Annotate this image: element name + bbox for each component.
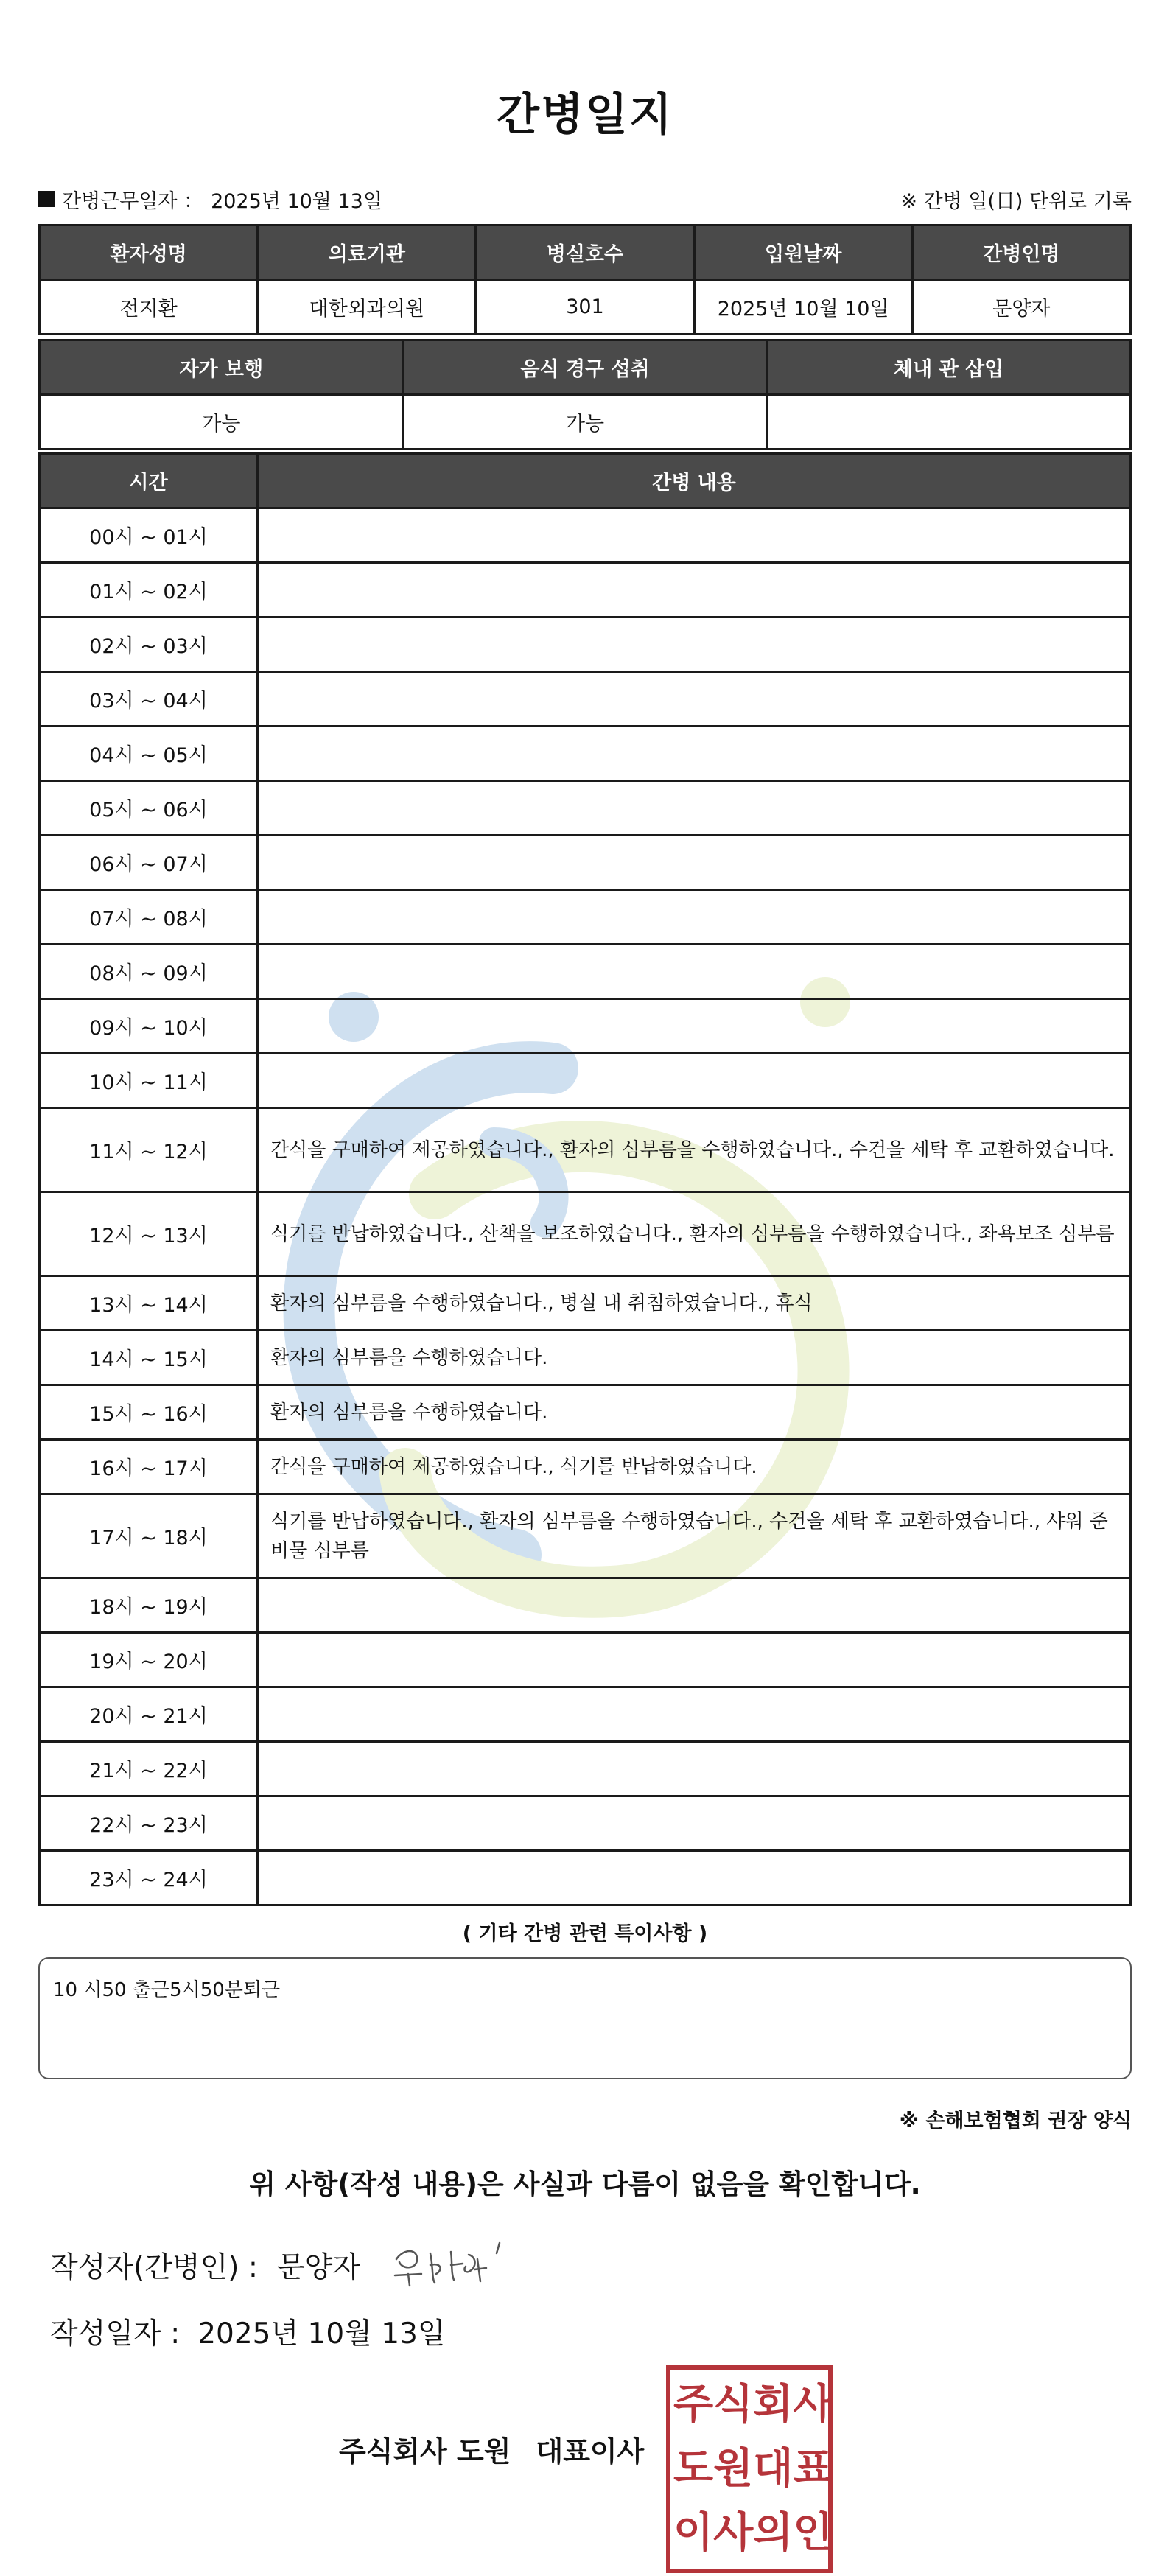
table-row	[40, 672, 1131, 727]
stamp-character: 주	[673, 2380, 714, 2429]
time-slot: 10시 ~ 11시	[40, 1054, 258, 1108]
stamp-character: 대	[753, 2444, 794, 2493]
table-row	[40, 1054, 1131, 1108]
document-title: 간병일지	[497, 89, 673, 141]
time-slot: 01시 ~ 02시	[40, 563, 258, 617]
time-slot: 23시 ~ 24시	[40, 1851, 258, 1905]
table-row	[40, 1276, 1131, 1331]
time-slot: 12시 ~ 13시	[40, 1192, 258, 1276]
table-row	[40, 1331, 1131, 1385]
hospital-name: 대한외과의원	[258, 280, 476, 335]
stamp-character: 사	[713, 2509, 754, 2558]
writer-name: 문양자	[277, 2251, 361, 2284]
table-row	[40, 999, 1131, 1054]
handwritten-signature-icon	[389, 2237, 522, 2296]
patient-name: 전지환	[40, 280, 258, 335]
care-content: 간식을 구매하여 제공하였습니다., 식기를 반납하였습니다.	[258, 1440, 1131, 1494]
table-row	[40, 1742, 1131, 1796]
time-slot: 11시 ~ 12시	[40, 1108, 258, 1192]
company-row	[339, 2429, 644, 2469]
care-content	[258, 1851, 1131, 1905]
care-content: 환자의 심부름을 수행하였습니다.	[258, 1331, 1131, 1385]
care-content	[258, 1633, 1131, 1687]
header-caregiver: 간병인명	[912, 225, 1130, 280]
table-row	[40, 781, 1131, 836]
room-number: 301	[476, 280, 694, 335]
writer-label: 작성자(간병인) :	[50, 2251, 259, 2284]
stamp-character: 도	[673, 2444, 714, 2493]
time-slot: 21시 ~ 22시	[40, 1742, 258, 1796]
table-row	[40, 1440, 1131, 1494]
daily-record-note: ※ 간병 일(日) 단위로 기록	[900, 189, 1132, 213]
stamp-character: 식	[713, 2380, 754, 2429]
care-content	[258, 508, 1131, 563]
care-content: 환자의 심부름을 수행하였습니다.	[258, 1385, 1131, 1440]
header-patient-name: 환자성명	[40, 225, 258, 280]
care-content	[258, 999, 1131, 1054]
stamp-character: 의	[753, 2509, 794, 2558]
meta-row	[38, 183, 1132, 215]
care-content: 환자의 심부름을 수행하였습니다., 병실 내 취침하였습니다., 휴식	[258, 1276, 1131, 1331]
admission-date: 2025년 10월 10일	[694, 280, 912, 335]
stamp-character: 표	[793, 2444, 833, 2493]
time-slot: 00시 ~ 01시	[40, 508, 258, 563]
header-room: 병실호수	[476, 225, 694, 280]
time-slot: 13시 ~ 14시	[40, 1276, 258, 1331]
care-content	[258, 727, 1131, 781]
header-care-content: 간병 내용	[258, 454, 1131, 508]
written-date-value: 2025년 10월 13일	[197, 2317, 446, 2351]
stamp-character: 이	[673, 2509, 714, 2558]
time-slot: 08시 ~ 09시	[40, 945, 258, 999]
stamp-character: 원	[713, 2444, 754, 2493]
caregiver-name: 문양자	[912, 280, 1130, 335]
special-notes-text: 10 시50 출근5시50분퇴근	[53, 1979, 281, 2001]
table-row	[40, 1385, 1131, 1440]
confirmation-statement: 위 사항(작성 내용)은 사실과 다름이 없음을 확인합니다.	[249, 2169, 921, 2200]
work-date-label: 간병근무일자 ：	[62, 189, 204, 213]
care-content	[258, 563, 1131, 617]
care-content	[258, 1054, 1131, 1108]
care-content	[258, 890, 1131, 945]
time-slot: 07시 ~ 08시	[40, 890, 258, 945]
table-row	[40, 617, 1131, 672]
table-row	[40, 1851, 1131, 1905]
table-row	[40, 1796, 1131, 1851]
care-content: 식기를 반납하였습니다., 환자의 심부름을 수행하였습니다., 수건을 세탁 후 교환하였습니다., 샤워 준비물 심부름	[258, 1494, 1131, 1578]
square-bullet-icon	[38, 191, 55, 207]
header-tube: 체내 관 삽입	[767, 340, 1131, 395]
patient-info-table	[38, 224, 1132, 335]
walking-status: 가능	[40, 395, 404, 449]
time-slot: 22시 ~ 23시	[40, 1796, 258, 1851]
special-notes-title: ( 기타 간병 관련 특이사항 )	[462, 1922, 708, 1945]
table-row	[40, 1108, 1131, 1192]
care-content	[258, 836, 1131, 890]
time-slot: 15시 ~ 16시	[40, 1385, 258, 1440]
care-content	[258, 781, 1131, 836]
time-slot: 20시 ~ 21시	[40, 1687, 258, 1742]
care-content: 간식을 구매하여 제공하였습니다., 환자의 심부름을 수행하였습니다., 수건을 세탁 후 교환하였습니다.	[258, 1108, 1131, 1192]
oral-intake-status: 가능	[403, 395, 767, 449]
special-notes-box	[38, 1957, 1132, 2079]
care-content	[258, 1742, 1131, 1796]
stamp-character: 회	[753, 2380, 794, 2429]
table-row	[40, 1494, 1131, 1578]
time-slot: 03시 ~ 04시	[40, 672, 258, 727]
care-content	[258, 1687, 1131, 1742]
time-slot: 19시 ~ 20시	[40, 1633, 258, 1687]
header-oral-intake: 음식 경구 섭취	[403, 340, 767, 395]
care-log-table	[38, 452, 1132, 1906]
care-content	[258, 617, 1131, 672]
form-source-note: ※ 손해보험협회 권장 양식	[899, 2110, 1132, 2132]
time-slot: 02시 ~ 03시	[40, 617, 258, 672]
care-content: 식기를 반납하였습니다., 산책을 보조하였습니다., 환자의 심부름을 수행하였습니다., 좌욕보조 심부름	[258, 1192, 1131, 1276]
care-content	[258, 945, 1131, 999]
care-content	[258, 1796, 1131, 1851]
time-slot: 16시 ~ 17시	[40, 1440, 258, 1494]
table-row	[40, 836, 1131, 890]
table-row	[40, 1192, 1131, 1276]
time-slot: 05시 ~ 06시	[40, 781, 258, 836]
table-row	[40, 563, 1131, 617]
header-walking: 자가 보행	[40, 340, 404, 395]
care-content	[258, 672, 1131, 727]
time-slot: 18시 ~ 19시	[40, 1578, 258, 1633]
writer-row	[50, 2244, 360, 2286]
header-time: 시간	[40, 454, 258, 508]
table-row	[40, 508, 1131, 563]
care-content	[258, 1578, 1131, 1633]
written-date-label: 작성일자 :	[50, 2317, 181, 2351]
time-slot: 04시 ~ 05시	[40, 727, 258, 781]
work-date: 2025년 10월 13일	[211, 189, 382, 213]
time-slot: 06시 ~ 07시	[40, 836, 258, 890]
company-title: 대표이사	[536, 2435, 645, 2468]
table-row	[40, 945, 1131, 999]
tube-status	[767, 395, 1131, 449]
written-date-row	[50, 2311, 446, 2352]
patient-status-table	[38, 339, 1132, 450]
stamp-character: 인	[793, 2509, 833, 2558]
time-slot: 14시 ~ 15시	[40, 1331, 258, 1385]
time-slot: 17시 ~ 18시	[40, 1494, 258, 1578]
time-slot: 09시 ~ 10시	[40, 999, 258, 1054]
table-row	[40, 890, 1131, 945]
company-seal-stamp	[666, 2365, 833, 2573]
table-row	[40, 1578, 1131, 1633]
table-row	[40, 1687, 1131, 1742]
stamp-character: 사	[793, 2380, 833, 2429]
table-row	[40, 1633, 1131, 1687]
header-hospital: 의료기관	[258, 225, 476, 280]
table-row	[40, 727, 1131, 781]
header-admission-date: 입원날짜	[694, 225, 912, 280]
company-name: 주식회사 도원	[339, 2435, 511, 2468]
